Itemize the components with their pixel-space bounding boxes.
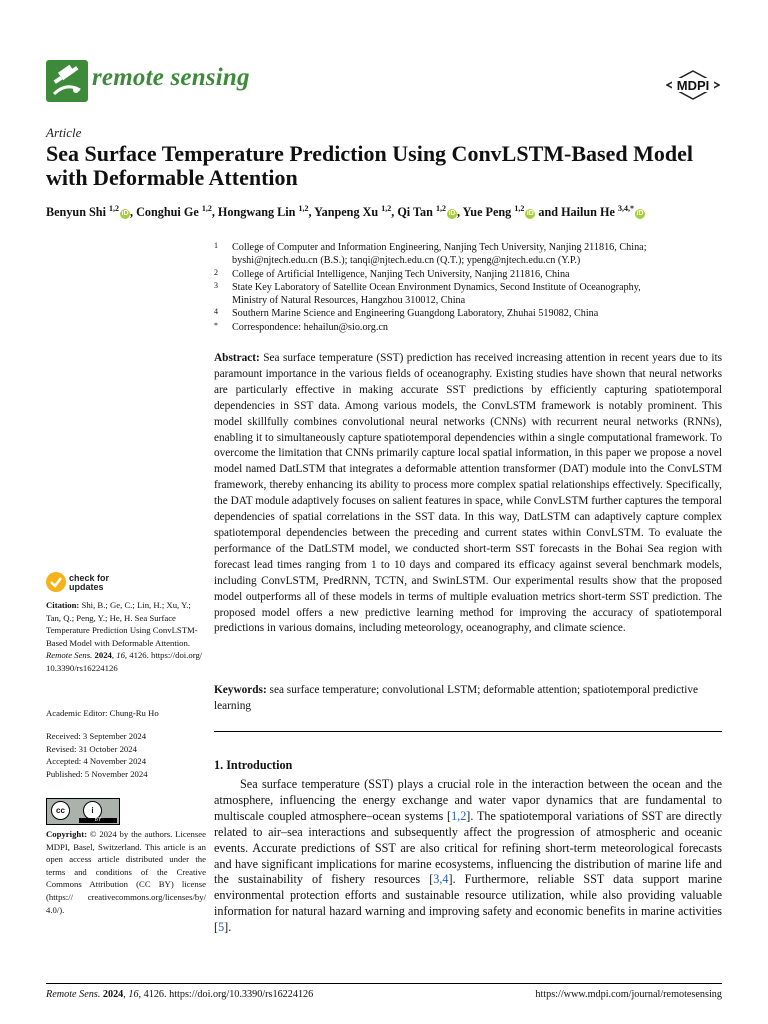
affiliation-line: byshi@njtech.edu.cn (B.S.); tanqi@njtech.edu.cn (Q.T.); ypeng@njtech.edu.cn (Y.P.) <box>232 255 581 267</box>
copyright-text: © 2024 by the authors. Licensee MDPI, Basel, Switzerland. This article is an open access article distributed under the terms and conditions of the Creative Commons Attribution (CC BY) license (https:// creativecommons.org/licenses/by/ 4.0/). <box>46 829 206 915</box>
copyright-label: Copyright: <box>46 829 88 839</box>
affiliation-line: Southern Marine Science and Engineering Guangdong Laboratory, Zhuhai 519082, China <box>232 308 599 320</box>
citation-reference-link[interactable]: 3,4 <box>433 872 449 887</box>
section-divider <box>214 731 722 732</box>
author-name: Benyun Shi <box>46 205 106 220</box>
section-heading: 1. Introduction <box>214 758 293 772</box>
abstract-text: Sea surface temperature (SST) prediction has received increasing attention in recent years due to its paramount importance in the various fields of oceanography. Existing studies have shown that neural networks are particularly effective in making accurate SST predictions by efficiently capturing spatiotemporal dependencies in SST data. Among various models, the ConvLSTM framework is notably prominent. This model skillfully combines convolutional neural networks (CNNs) with recurrent neural networks (RNNs), enabling it to simultaneously capture spatiotemporal dependencies within a single computational framework. To overcome the limitation that CNNs primarily capture local spatial information, in this paper we propose a novel model named DatLSTM that integrates a deformable attention transformer (DAT) module into the ConvLSTM framework, thereby enhancing its ability to process more complex spatial relationships effectively. Specifically, the DAT module adaptively focuses on salient features in space, while ConvLSTM further captures the temporal dependencies of spatial correlations in the SST data. In this way, DatLSTM can adaptively capture complex spatiotemporal dependencies between the preceding and current states within ConvLSTM. To evaluate the performance of the DatLSTM model, we conducted short-term SST forecasts in the Bohai Sea region with forecast lead times ranging from 1 to 10 days and compared its efficacy against several benchmark models, including ConvLSTM, PredRNN, TCTN, and SwinLSTM. Our experimental results show that the proposed model outperforms all of these models in terms of multiple evaluation metrics short-term SST prediction. The proposed model offers a new predictive learning method for improving the accuracy of spatiotemporal predictions in various domains, including meteorology, oceanography, and climate science. <box>214 352 723 635</box>
orcid-icon[interactable]: iD <box>636 210 644 218</box>
keywords-label: Keywords: <box>214 684 267 696</box>
affiliation-item <box>214 307 724 320</box>
mdpi-logo-icon <box>666 70 720 100</box>
orcid-icon[interactable]: iD <box>448 210 456 218</box>
author-list: Benyun Shi $^{1,2}$iD , Conghui Ge $^{1,2}$, Hongwang Lin $^{1,2}$, Yanpeng Xu $^{1,2}$, Qi Tan $^{1,2}$iD , Yue Peng $^{1,2}$iD and Hailun He $^{3,4,*}$iD <box>46 204 644 220</box>
attribution-icon: i <box>83 801 102 820</box>
affiliation-number: 2 <box>214 267 218 277</box>
footer-volume: 16 <box>128 989 139 1000</box>
check-for-updates-button[interactable] <box>46 572 126 596</box>
affiliation-line: Ministry of Natural Resources, Hangzhou 310012, China <box>232 295 466 307</box>
affiliations <box>214 241 724 334</box>
paragraph-text: ]. The spatiotemporal variations of SST are directly related to air–sea interactions and subsequently affect the progression of atmospheric and oceanic events. Accurate predictions of SST are also critical for refining short-term meteorological forecasts and have significant implications for marine ecosystems, influencing the distribution of marine life and the sustainability of fishery resources [ <box>214 808 722 887</box>
article-type: Article <box>46 125 82 140</box>
citation-text: Shi, B.; Ge, C.; Lin, H.; Xu, Y.; Tan, Q.; Peng, Y.; He, H. Sea Surface Temperature Prediction Using ConvLSTM-Based Model with Deformable Attention. <box>46 600 198 648</box>
footer-citation: Remote Sens. 2024, 16, 4126. https://doi.org/10.3390/rs16224126 <box>46 989 314 1000</box>
date-accepted: Accepted: 4 November 2024 <box>46 756 147 767</box>
footer-journal: Remote Sens. <box>46 989 101 1000</box>
affiliation-number: 1 <box>214 241 218 250</box>
paragraph-text: ]. Furthermore, reliable SST data support marine environmental protection efforts and sustainable resource utilization, while also providing valuable information for natural hazard warning and improving safety and economic benefits in marine activities [ <box>214 872 722 935</box>
author-affiliation-marker: 1,2 <box>109 204 120 213</box>
date-received: Received: 3 September 2024 <box>46 731 147 741</box>
check-updates-line2: updates <box>69 582 104 592</box>
author-name: Conghui Ge <box>136 205 199 220</box>
citation-journal: Remote Sens. <box>46 650 93 661</box>
footer-year: 2024 <box>102 989 124 1000</box>
by-label: BY <box>79 818 117 823</box>
affiliation-line: College of Computer and Information Engineering, Nanjing Tech University, Nanjing 211816, China; <box>232 242 647 253</box>
affiliation-line: State Key Laboratory of Satellite Ocean Environment Dynamics, Second Institute of Oceanography, <box>232 281 641 293</box>
publisher-name: MDPI <box>676 78 710 93</box>
affiliation-item <box>214 241 724 268</box>
affiliation-number: * <box>214 320 218 330</box>
affiliation-line: Correspondence: hehailun@sio.org.cn <box>232 321 389 333</box>
article-title: Sea Surface Temperature Prediction Using ConvLSTM-Based Model with Deformable Attention <box>46 141 693 190</box>
author-name: Yanpeng Xu <box>314 205 379 220</box>
author-name: Hailun He <box>561 205 615 220</box>
check-updates-icon <box>46 572 66 592</box>
citation-block: Citation: Shi, B.; Ge, C.; Lin, H.; Xu, Y.; Tan, Q.; Peng, Y.; He, H. Sea Surface Temperature Prediction Using ConvLSTM-Based Model with Deformable Attention. Remote Sens. 2024, 16, 4126. https://doi.org/ 10.3390/rs16224126 <box>46 600 203 673</box>
footer-divider <box>46 983 722 984</box>
keywords <box>214 683 722 715</box>
affiliation-line: College of Artificial Intelligence, Nanjing Tech University, Nanjing 211816, China <box>232 268 570 280</box>
author-name: Yue Peng <box>462 205 512 220</box>
affiliation-number: 3 <box>214 280 218 290</box>
academic-editor: Academic Editor: Chung-Ru Ho <box>46 708 159 718</box>
citation-reference-link[interactable]: 5 <box>218 920 225 935</box>
check-updates-line1: check for <box>69 573 110 583</box>
abstract <box>214 351 722 637</box>
keywords-text: sea surface temperature; convolutional LSTM; deformable attention; spatiotemporal predictive learning <box>214 684 699 712</box>
paragraph-text: ]. <box>224 920 232 935</box>
citation-volume: 16 <box>116 650 125 661</box>
affiliation-item <box>214 281 724 308</box>
orcid-icon[interactable]: iD <box>121 210 129 218</box>
copyright-block <box>46 828 206 916</box>
affiliation-item <box>214 321 724 334</box>
paragraph-text: Sea surface temperature (SST) plays a crucial role in the interaction between the ocean and the atmosphere, influencing the energy exchange and water vapor dynamics that are fundamental to multiscale coupled atmosphere–ocean systems [ <box>214 777 722 823</box>
journal-name: remote sensing <box>92 64 250 91</box>
citation-year: 2024 <box>94 650 112 661</box>
author-affiliation-marker: 1,2 <box>381 204 392 213</box>
orcid-icon[interactable]: iD <box>526 210 534 218</box>
date-published: Published: 5 November 2024 <box>46 768 148 779</box>
citation-reference-link[interactable]: 1,2 <box>451 808 467 823</box>
footer-journal-url[interactable]: https://www.mdpi.com/journal/remotesensing <box>535 989 722 1000</box>
author-affiliation-marker: 3,4,* <box>617 204 634 213</box>
affiliation-number: 4 <box>214 307 218 317</box>
cc-icon: cc <box>51 801 70 820</box>
publication-dates <box>46 730 206 780</box>
date-revised: Revised: 31 October 2024 <box>46 743 137 754</box>
citation-doi-link[interactable]: , 4126. https://doi.org/ 10.3390/rs16224126 <box>46 650 203 673</box>
author-name: Qi Tan <box>397 205 433 220</box>
author-name: Hongwang Lin <box>217 205 296 220</box>
remote-sensing-logo-icon <box>46 60 88 102</box>
introduction-paragraph <box>214 777 722 936</box>
author-affiliation-marker: 1,2 <box>435 204 446 213</box>
author-affiliation-marker: 1,2 <box>514 204 525 213</box>
citation-label: Citation: <box>46 600 80 610</box>
affiliation-item <box>214 268 724 281</box>
abstract-label: Abstract: <box>214 352 260 364</box>
cc-by-license-badge[interactable] <box>46 798 120 825</box>
author-affiliation-marker: 1,2 <box>201 204 212 213</box>
author-affiliation-marker: 1,2 <box>298 204 309 213</box>
footer-doi-link[interactable]: , 4126. https://doi.org/10.3390/rs16224126 <box>138 989 314 1000</box>
